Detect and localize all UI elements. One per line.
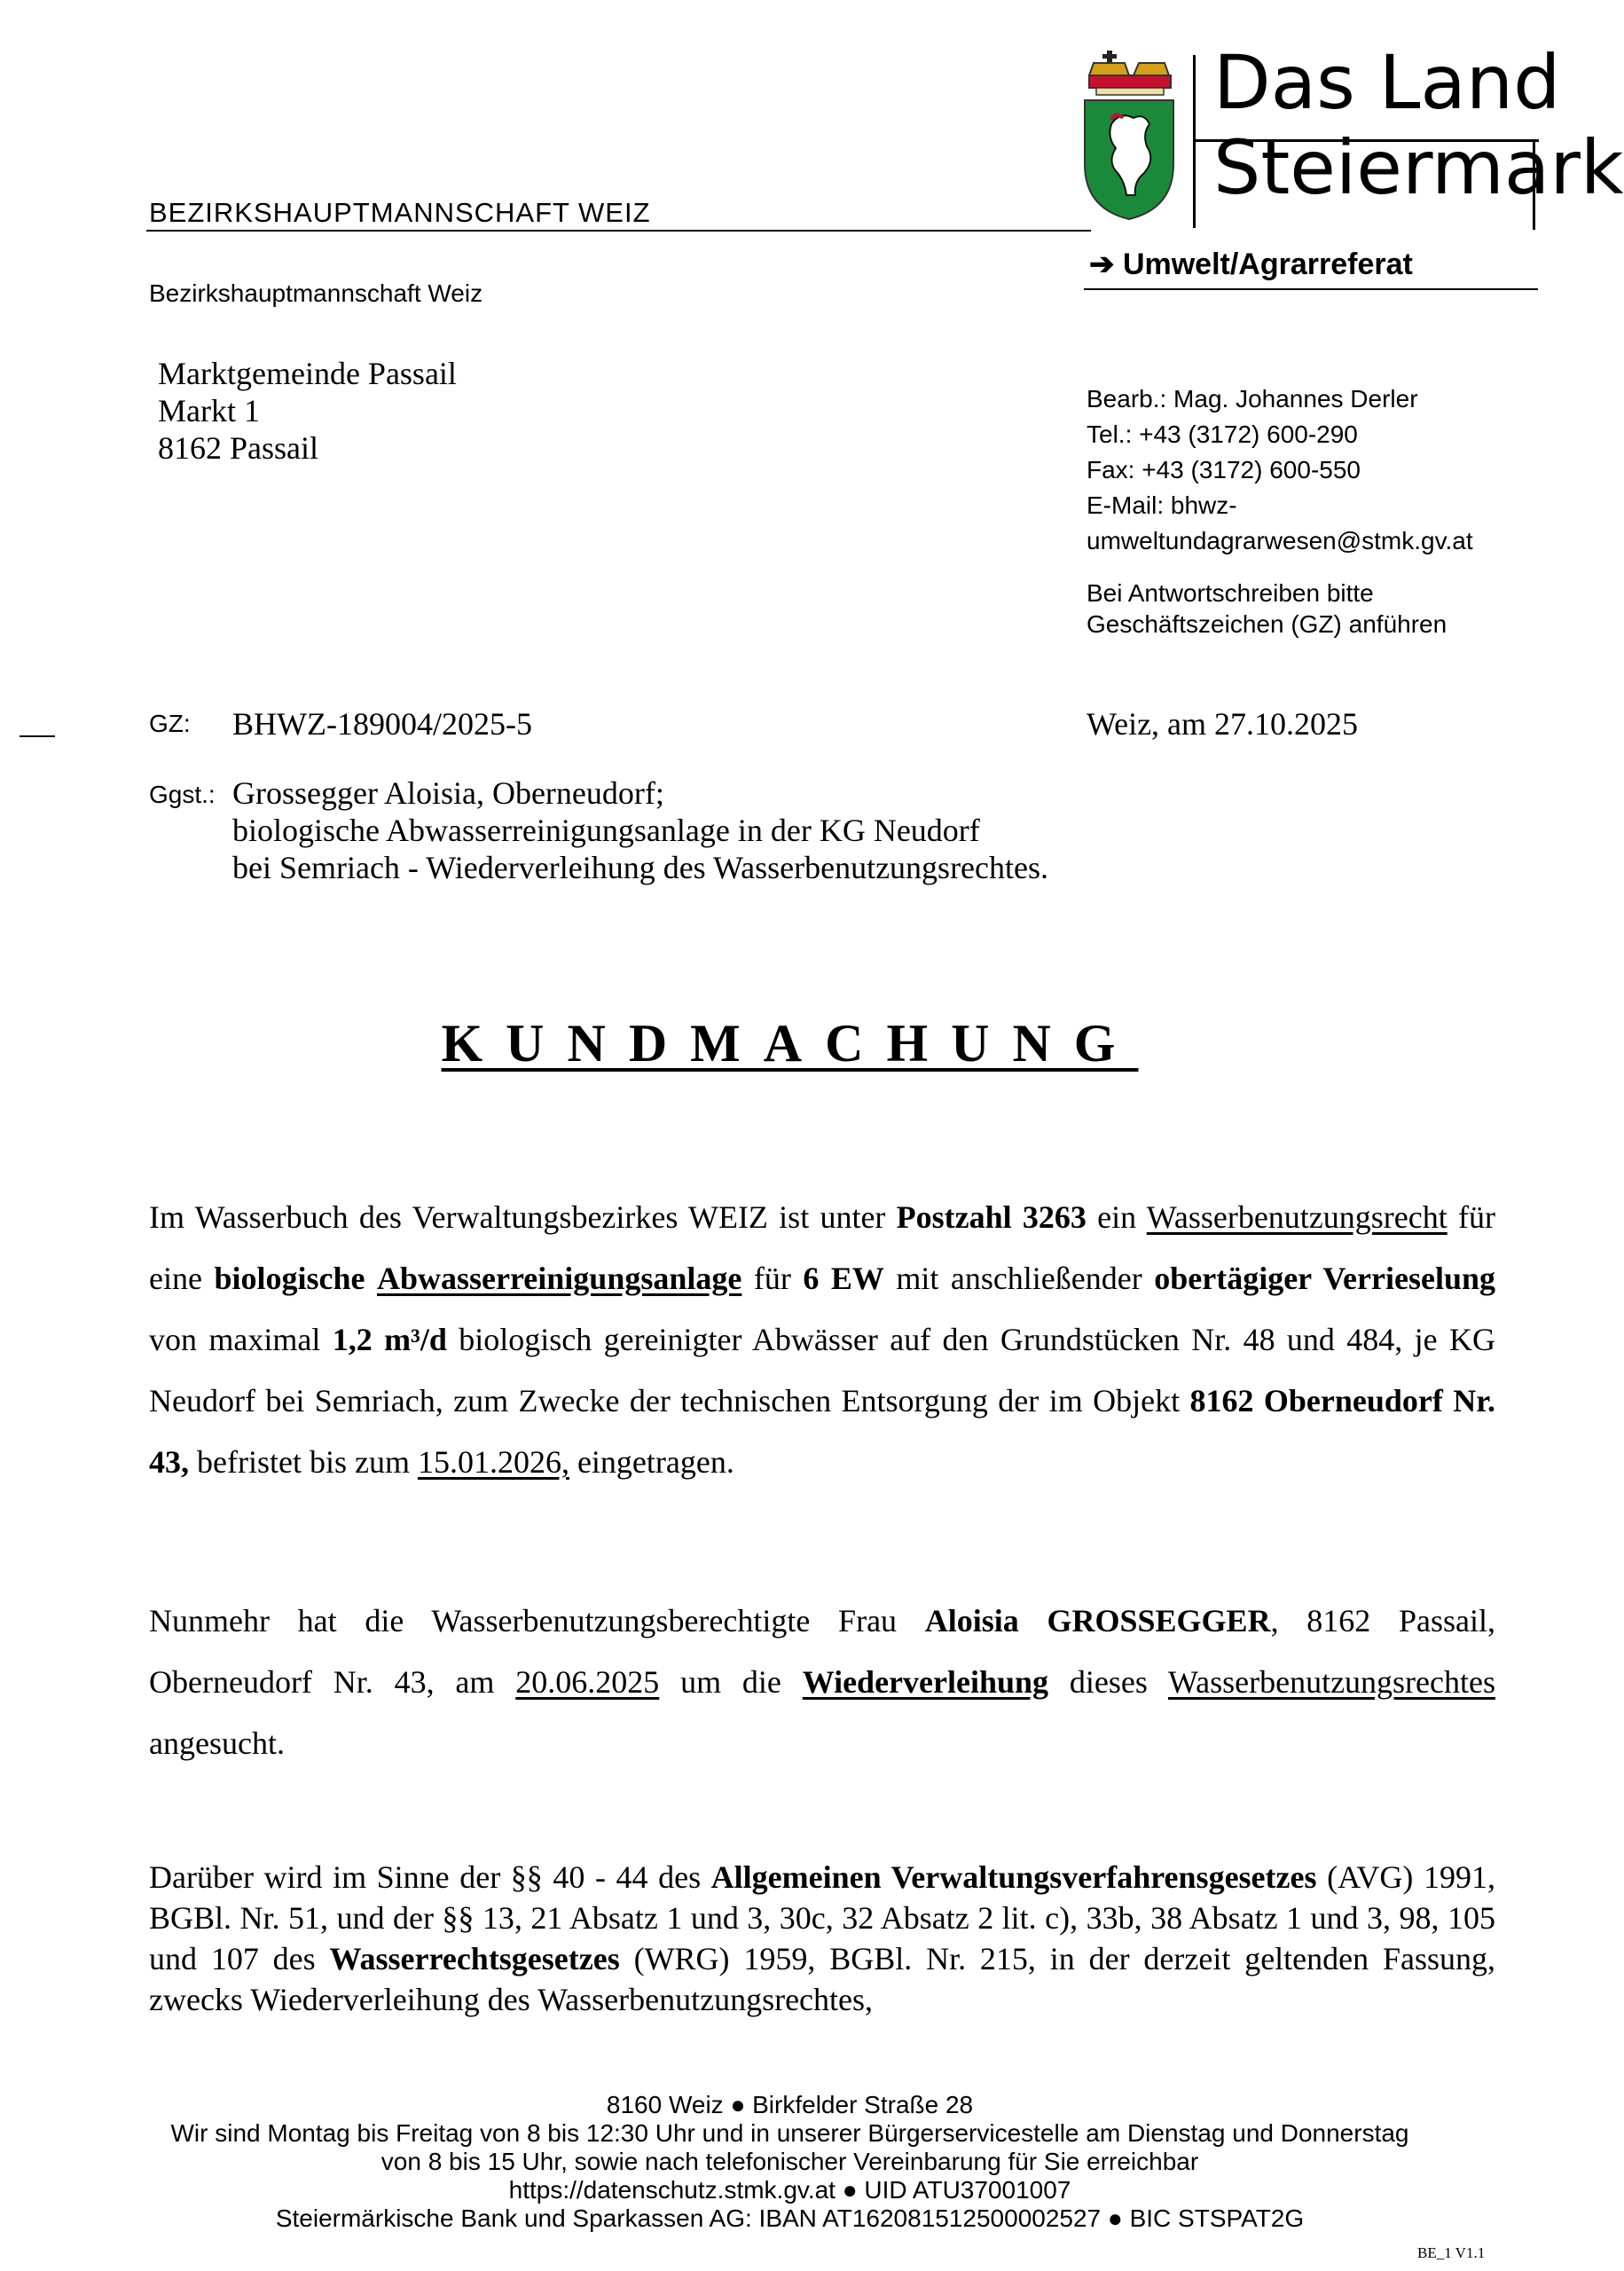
text: befristet bis zum — [189, 1444, 418, 1480]
underlined-text: Wasserbenutzungsrechtes — [1168, 1664, 1495, 1700]
gz-label: GZ: — [149, 710, 191, 737]
form-code: BE_1 V1.1 — [1417, 2244, 1486, 2261]
document-title — [0, 1013, 1580, 1074]
clerk: Bearb.: Mag. Johannes Derler — [1087, 385, 1418, 413]
footer-privacy[interactable]: https://datenschutz.stmk.gv.at ● UID ATU37001007 — [508, 2176, 1071, 2204]
text: Im Wasserbuch des Verwaltungsbezirkes WEIZ ist unter — [149, 1199, 897, 1235]
department-rule — [1084, 288, 1538, 290]
logo-text-line2: Steiermark — [1213, 124, 1624, 211]
text: für — [741, 1261, 804, 1296]
logo-text-line1: Das Land — [1213, 39, 1561, 126]
footer-hours: Wir sind Montag bis Freitag von 8 bis 12:30 Uhr und in unserer Bürgerservicestelle am Dienstag und Donnerstag — [170, 2119, 1409, 2147]
subject-line: biologische Abwasserreinigungsanlage in der KG Neudorf — [232, 813, 980, 848]
subject — [232, 774, 1048, 886]
text: biologisch gereinigter Abwässer auf den Grundstücken Nr. 48 und 484, je KG Neudorf bei Semriach, zum Zwecke der technischen Entsorgung der im Objekt — [149, 1322, 1496, 1418]
document-title-text: KUNDMACHUNG — [441, 1014, 1139, 1073]
text: um die — [659, 1664, 803, 1700]
text — [365, 1261, 377, 1296]
text: angesucht. — [149, 1725, 285, 1761]
fax: Fax: +43 (3172) 600-550 — [1087, 456, 1361, 483]
office-header: BEZIRKSHAUPTMANNSCHAFT WEIZ — [149, 197, 651, 228]
footer-hours-cont: von 8 bis 15 Uhr, sowie nach telefonischer Vereinbarung für Sie erreichbar — [381, 2148, 1199, 2175]
text: ein — [1086, 1199, 1147, 1235]
footer-bank: Steiermärkische Bank und Sparkassen AG: IBAN AT162081512500002527 ● BIC STSPAT2G — [275, 2204, 1305, 2232]
reply-notice-line1: Bei Antwortschreiben bitte — [1087, 579, 1374, 607]
text: mit anschließender — [883, 1261, 1155, 1296]
bold-text: biologische — [214, 1261, 365, 1296]
text: , 8162 Passail, Oberneudorf Nr. 43, am — [149, 1603, 1495, 1700]
header-rule — [146, 230, 1091, 232]
bold-text: 6 EW — [803, 1261, 884, 1296]
text: eingetragen. — [569, 1444, 734, 1480]
body-paragraph-3 — [149, 1857, 1495, 2020]
telephone: Tel.: +43 (3172) 600-290 — [1087, 420, 1358, 448]
text: (WRG) 1959, BGBl. Nr. 215, in der derzeit geltenden Fassung, zwecks Wiederverleihung des Wasserbenutzungsrechtes, — [149, 1941, 1495, 2017]
recipient-name: Marktgemeinde Passail — [158, 356, 457, 391]
email-label: E-Mail: bhwz- — [1087, 491, 1237, 519]
recipient-street: Markt 1 — [158, 393, 260, 428]
underlined-date: 15.01.2026, — [417, 1444, 569, 1480]
footer-address: 8160 Weiz ● Birkfelder Straße 28 — [606, 2091, 974, 2118]
department — [1089, 247, 1413, 282]
applicant-name: Aloisia GROSSEGGER — [924, 1603, 1271, 1638]
date-line: Weiz, am 27.10.2025 — [1087, 706, 1359, 742]
bold-text: 8162 Oberneudorf Nr. 43, — [149, 1383, 1495, 1480]
subject-line: bei Semriach - Wiederverleihung des Wasserbenutzungsrechtes. — [232, 850, 1049, 885]
recipient-address — [158, 355, 457, 467]
gz-value: BHWZ-189004/2025-5 — [232, 706, 532, 742]
text: von maximal — [149, 1322, 333, 1357]
text: (AVG) 1991, BGBl. Nr. 51, und der §§ 13, 21 Absatz 1 und 3, 30c, 32 Absatz 2 lit. c), 33b, 38 Absatz 1 und 3, 98, 105 und 107 des — [149, 1859, 1495, 1976]
contact-block — [1087, 381, 1473, 559]
bold-text: obertägiger Verrieselung — [1154, 1261, 1495, 1296]
underlined-date: 20.06.2025 — [515, 1664, 660, 1700]
reply-notice-line2: Geschäftszeichen (GZ) anführen — [1087, 610, 1447, 638]
bold-underlined-text: Abwasserreinigungsanlage — [376, 1261, 742, 1296]
text: Nunmehr hat die Wasserbenutzungsberechtigte Frau — [149, 1603, 925, 1638]
postzahl: Postzahl 3263 — [896, 1199, 1087, 1235]
department-name: Umwelt/Agrarreferat — [1122, 248, 1413, 281]
footer — [0, 2091, 1580, 2233]
bold-underlined-text: Wiederverleihung — [802, 1664, 1049, 1700]
email-address[interactable]: umweltundagrarwesen@stmk.gv.at — [1087, 527, 1473, 554]
body-paragraph-2 — [149, 1591, 1495, 1774]
logo-text — [1213, 40, 1624, 210]
bold-text: Allgemeinen Verwaltungsverfahrensgesetzes — [710, 1859, 1317, 1895]
reply-notice — [1087, 578, 1447, 640]
subject-label: Ggst.: — [149, 781, 216, 808]
underlined-text: Wasserbenutzungsrecht — [1146, 1199, 1447, 1235]
coat-of-arms-icon — [1080, 49, 1178, 222]
sender-line: Bezirkshauptmannschaft Weiz — [149, 279, 483, 307]
text: für eine — [149, 1199, 1495, 1296]
subject-line: Grossegger Aloisia, Oberneudorf; — [232, 775, 664, 811]
text: dieses — [1048, 1664, 1169, 1700]
bold-text: Wasserrechtsgesetzes — [329, 1941, 620, 1976]
fold-mark — [20, 735, 55, 737]
recipient-city: 8162 Passail — [158, 430, 319, 466]
bold-text: 1,2 m³/d — [332, 1322, 447, 1357]
arrow-right-icon: ➔ — [1089, 248, 1115, 281]
body-paragraph-1 — [149, 1187, 1495, 1493]
text: Darüber wird im Sinne der §§ 40 - 44 des — [149, 1859, 711, 1895]
